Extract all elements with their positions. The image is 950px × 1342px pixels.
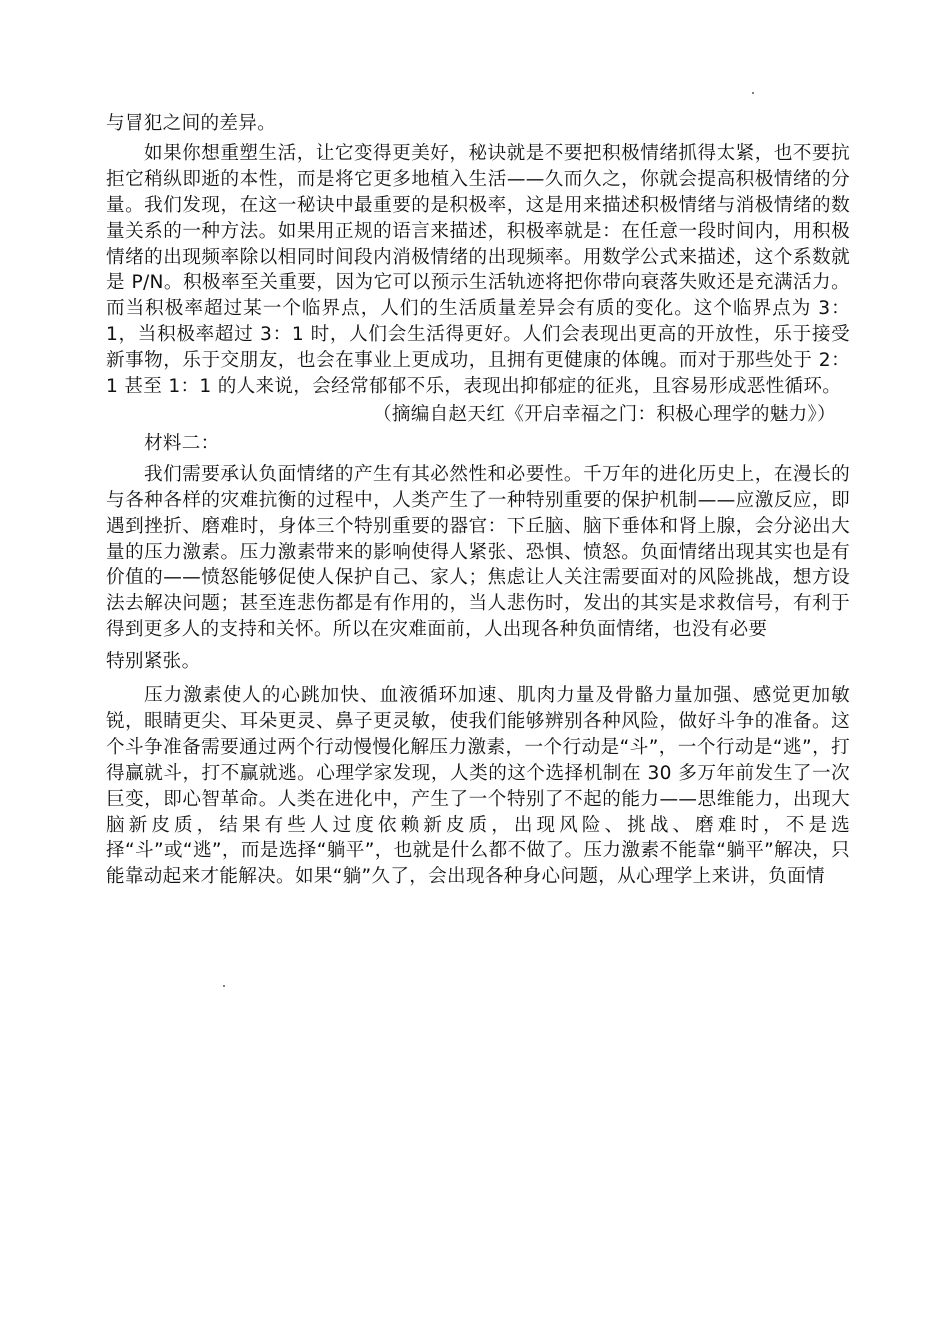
paragraph-negative-emotions-tail: 特别紧张。 [106, 651, 201, 673]
article-body [106, 111, 850, 890]
scan-speck [752, 92, 754, 94]
paragraph-negative-emotions [106, 462, 850, 675]
scan-speck [223, 985, 225, 987]
paragraph-negative-emotions-body: 我们需要承认负面情绪的产生有其必然性和必要性。千万年的进化历史上，在漫长的与各种各样的灾难抗衡的过程中，人类产生了一种特别重要的保护机制——应激反应，即遇到挫折、磨难时，身体三个特别重要的器官：下丘脑、脑下垂体和肾上腺，会分泌出大量的压力激素。压力激素带来的影响使得人紧张、恐惧、愤怒。负面情绪出现其实也是有价值的——愤怒能够促使人保护自己、家人；焦虑让人关注需要面对的风险挑战，想方设法去解决问题；甚至连悲伤都是有作用的，当人悲伤时，发出的其实是求救信号，有利于得到更多人的支持和关怀。所以在灾难面前，人出现各种负面情绪，也没有必要 [106, 463, 850, 641]
continuation-line: 与冒犯之间的差异。 [106, 113, 277, 134]
source-citation: （摘编自赵天红《开启幸福之门：积极心理学的魅力》） [372, 403, 836, 425]
paragraph-stress-hormones: 压力激素使人的心跳加快、血液循环加速、肌肉力量及骨骼力量加强、感觉更加敏锐，眼睛更尖、耳朵更灵、鼻子更灵敏，使我们能够辨别各种风险，做好斗争的准备。这个斗争准备需要通过两个行动慢慢化解压力激素，一个行动是“斗”，一个行动是“逃”，打得赢就斗，打不赢就逃。心理学家发现，人类的这个选择机制在 30 多万年前发生了一次巨变，即心智革命。人类在进化中，产生了一个特别了不起的能力——思维能力，出现大脑新皮质，结果有些人过度依赖新皮质，出现风险、挑战、磨难时，不是选择“斗”或“逃”，而是选择“躺平”，也就是什么都不做了。压力激素不能靠“躺平”解决，只能靠动起来才能解决。如果“躺”久了，会出现各种身心问题，从心理学上来讲，负面情 [106, 685, 850, 888]
material-two-label: 材料二： [144, 432, 220, 454]
paragraph-positivity-ratio: 如果你想重塑生活，让它变得更美好，秘诀就是不要把积极情绪抓得太紧，也不要抗拒它稍纵即逝的本性，而是将它更多地植入生活——久而久之，你就会提高积极情绪的分量。我们发现，在这一秘诀中最重要的是积极率，这是用来描述积极情绪与消极情绪的数量关系的一种方法。如果用正规的语言来描述，积极率就是：在任意一段时间内，用积极情绪的出现频率除以相同时间段内消极情绪的出现频率。用数学公式来描述，这个系数就是 P/N。积极率至关重要，因为它可以预示生活轨迹将把你带向衰落失败还是充满活力。而当积极率超过某一个临界点，人们的生活质量差异会有质的变化。这个临界点为 3：1，当积极率超过 3：1 时，人们会生活得更好。人们会表现出更高的开放性，乐于接受新事物，乐于交朋友，也会在事业上更成功，且拥有更健康的体魄。而对于那些处于 2：1 甚至 1：1 的人来说，会经常郁郁不乐，表现出抑郁症的征兆，且容易形成恶性循环。 [106, 142, 850, 398]
